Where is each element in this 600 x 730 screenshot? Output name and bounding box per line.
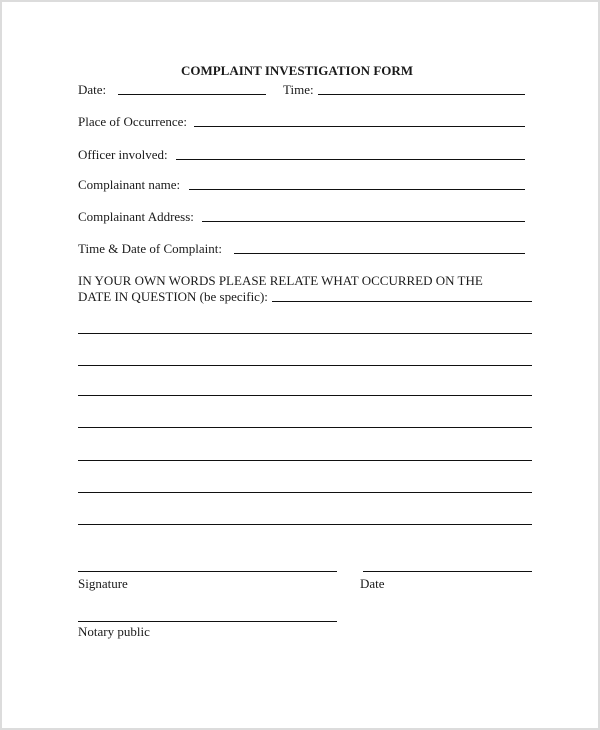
date-field[interactable]: [118, 94, 266, 95]
narrative-field-line[interactable]: [78, 365, 532, 366]
complainant-name-label: Complainant name:: [78, 177, 181, 192]
signature-field[interactable]: [78, 571, 337, 572]
narrative-field-line[interactable]: [78, 524, 532, 525]
officer-field[interactable]: [176, 159, 525, 160]
complainant-address-field[interactable]: [202, 221, 525, 222]
narrative-field-line[interactable]: [78, 460, 532, 461]
officer-label: Officer involved:: [78, 147, 168, 162]
complainant-address-label: Complainant Address:: [78, 209, 194, 224]
time-field[interactable]: [318, 94, 525, 95]
date-label: Date:: [78, 82, 107, 97]
narrative-field-line[interactable]: [272, 301, 532, 302]
time-label: Time:: [283, 82, 314, 97]
time-date-complaint-label: Time & Date of Complaint:: [78, 241, 222, 256]
narrative-field-line[interactable]: [78, 333, 532, 334]
place-label: Place of Occurrence:: [78, 114, 187, 129]
signature-label: Signature: [78, 576, 128, 591]
signature-date-label: Date: [360, 576, 385, 591]
narrative-field-line[interactable]: [78, 427, 532, 428]
narrative-instructions-line1: IN YOUR OWN WORDS PLEASE RELATE WHAT OCCURRED ON THE: [78, 273, 483, 288]
narrative-field-line[interactable]: [78, 492, 532, 493]
narrative-instructions-line2: DATE IN QUESTION (be specific):: [78, 289, 268, 304]
signature-date-field[interactable]: [363, 571, 532, 572]
form-title: COMPLAINT INVESTIGATION FORM: [180, 63, 414, 78]
time-date-complaint-field[interactable]: [234, 253, 525, 254]
place-field[interactable]: [194, 126, 525, 127]
complainant-name-field[interactable]: [189, 189, 525, 190]
narrative-field-line[interactable]: [78, 395, 532, 396]
notary-label: Notary public: [78, 624, 150, 639]
notary-field[interactable]: [78, 621, 337, 622]
